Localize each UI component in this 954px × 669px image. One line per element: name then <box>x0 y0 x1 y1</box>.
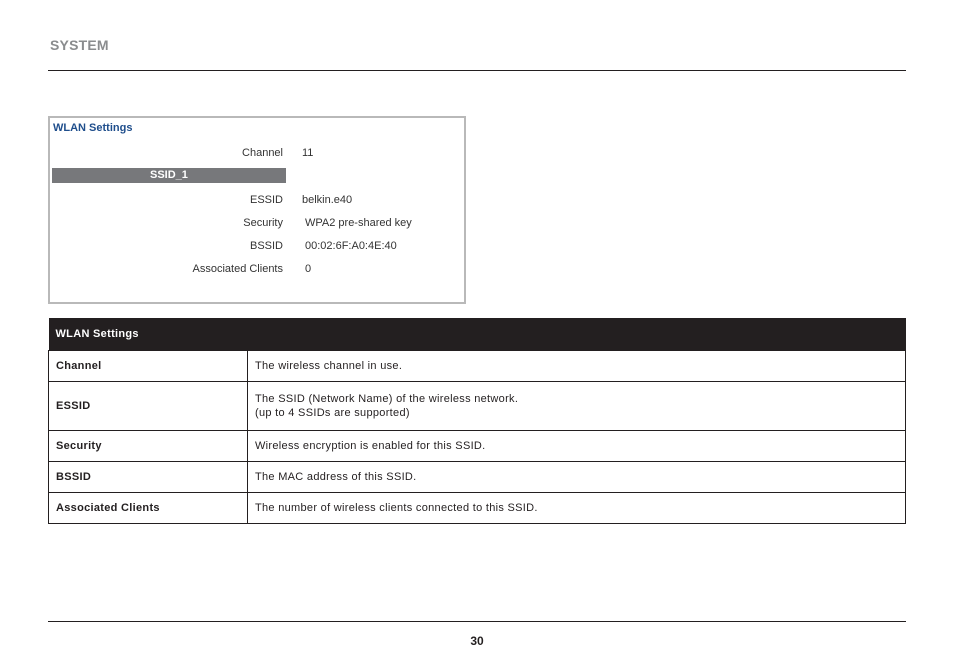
desc-essid: The SSID (Network Name) of the wireless network. (up to 4 SSIDs are supported) <box>248 382 906 431</box>
header-divider <box>48 70 906 71</box>
term-essid: ESSID <box>49 382 248 431</box>
term-associated-clients: Associated Clients <box>49 493 248 524</box>
wlan-settings-screenshot <box>48 116 466 304</box>
bssid-label: BSSID <box>249 240 283 252</box>
term-channel: Channel <box>49 351 248 382</box>
desc-associated-clients: The number of wireless clients connected to this SSID. <box>248 493 906 524</box>
security-value: WPA2 pre-shared key <box>305 217 412 229</box>
term-bssid: BSSID <box>49 462 248 493</box>
term-security: Security <box>49 431 248 462</box>
security-label: Security <box>243 217 283 229</box>
ssid-header-bar <box>52 168 286 183</box>
essid-value: belkin.e40 <box>302 194 353 206</box>
table-row <box>49 493 906 524</box>
desc-bssid: The MAC address of this SSID. <box>248 462 906 493</box>
bssid-value: 00:02:6F:A0:4E:40 <box>305 240 397 252</box>
channel-value: 11 <box>302 147 314 159</box>
table-row <box>49 431 906 462</box>
ssid-bar-label: SSID_1 <box>150 169 188 181</box>
table-row <box>49 382 906 431</box>
wlan-settings-table <box>48 318 906 524</box>
table-row <box>49 351 906 382</box>
essid-label: ESSID <box>249 194 283 206</box>
desc-security: Wireless encryption is enabled for this SSID. <box>248 431 906 462</box>
associated-clients-value: 0 <box>305 263 312 275</box>
associated-clients-label: Associated Clients <box>192 263 283 275</box>
table-row <box>49 462 906 493</box>
screenshot-title: WLAN Settings <box>53 122 133 134</box>
table-header: WLAN Settings <box>49 318 906 351</box>
footer-divider <box>48 621 906 622</box>
page-number: 30 <box>470 634 484 648</box>
section-title: SYSTEM <box>50 37 109 53</box>
channel-label: Channel <box>242 147 283 159</box>
desc-channel: The wireless channel in use. <box>248 351 906 382</box>
